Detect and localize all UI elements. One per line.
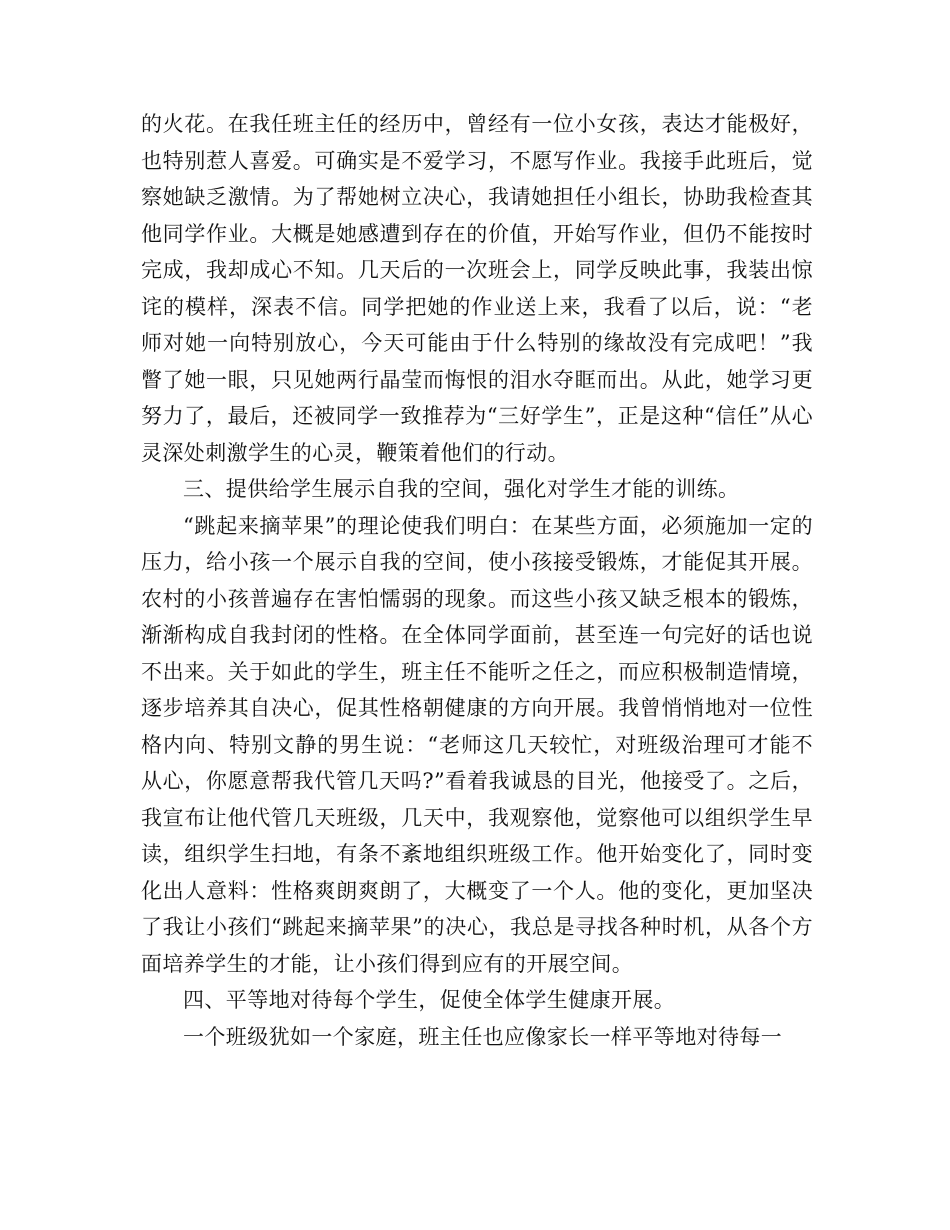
document-body <box>141 106 813 1055</box>
paragraph-3: 一个班级犹如一个家庭，班主任也应像家长一样平等地对待每一 <box>183 1024 783 1049</box>
section-heading-3: 三、提供给学生展示自我的空间，强化对学生才能的训练。 <box>183 477 740 501</box>
paragraph-2: “跳起来摘苹果”的理论使我们明白：在某些方面，必须施加一定的压力，给小孩一个展示自我的空间，使小孩接受锻炼，才能促其开展。农村的小孩普遍存在害怕懦弱的现象。而这些小孩又缺乏根本的锻炼，渐渐构成自我封闭的性格。在全体同学面前，甚至连一句完好的话也说不出来。关于如此的学生，班主任不能听之任之，而应积极制造情境，逐步培养其自决心，促其性格朝健康的方向开展。我曾悄悄地对一位性格内向、特别文静的男生说：“老师这几天较忙，对班级治理可才能不从心，你愿意帮我代管几天吗?”看着我诚恳的目光，他接受了。之后，我宣布让他代管几天班级，几天中，我观察他，觉察他可以组织学生早读，组织学生扫地，有条不紊地组织班级工作。他开始变化了，同时变化出人意料：性格爽朗爽朗了，大概变了一个人。他的变化，更加坚决了我让小孩们“跳起来摘苹果”的决心，我总是寻找各种时机，从各个方面培养学生的才能，让小孩们得到应有的开展空间。 <box>141 513 813 976</box>
section-heading-4: 四、平等地对待每个学生，促使全体学生健康开展。 <box>183 988 676 1012</box>
paragraph-1: 的火花。在我任班主任的经历中，曾经有一位小女孩，表达才能极好，也特别惹人喜爱。可确实是不爱学习，不愿写作业。我接手此班后，觉察她缺乏激情。为了帮她树立决心，我请她担任小组长，协助我检查其他同学作业。大概是她感遭到存在的价值，开始写作业，但仍不能按时完成，我却成心不知。几天后的一次班会上，同学反映此事，我装出惊诧的模样，深表不信。同学把她的作业送上来，我看了以后，说：“老师对她一向特别放心，今天可能由于什么特别的缘故没有完成吧！”我瞥了她一眼，只见她两行晶莹而悔恨的泪水夺眶而出。从此，她学习更努力了，最后，还被同学一致推荐为“三好学生”，正是这种“信任”从心灵深处刺激学生的心灵，鞭策着他们的行动。 <box>141 112 813 465</box>
